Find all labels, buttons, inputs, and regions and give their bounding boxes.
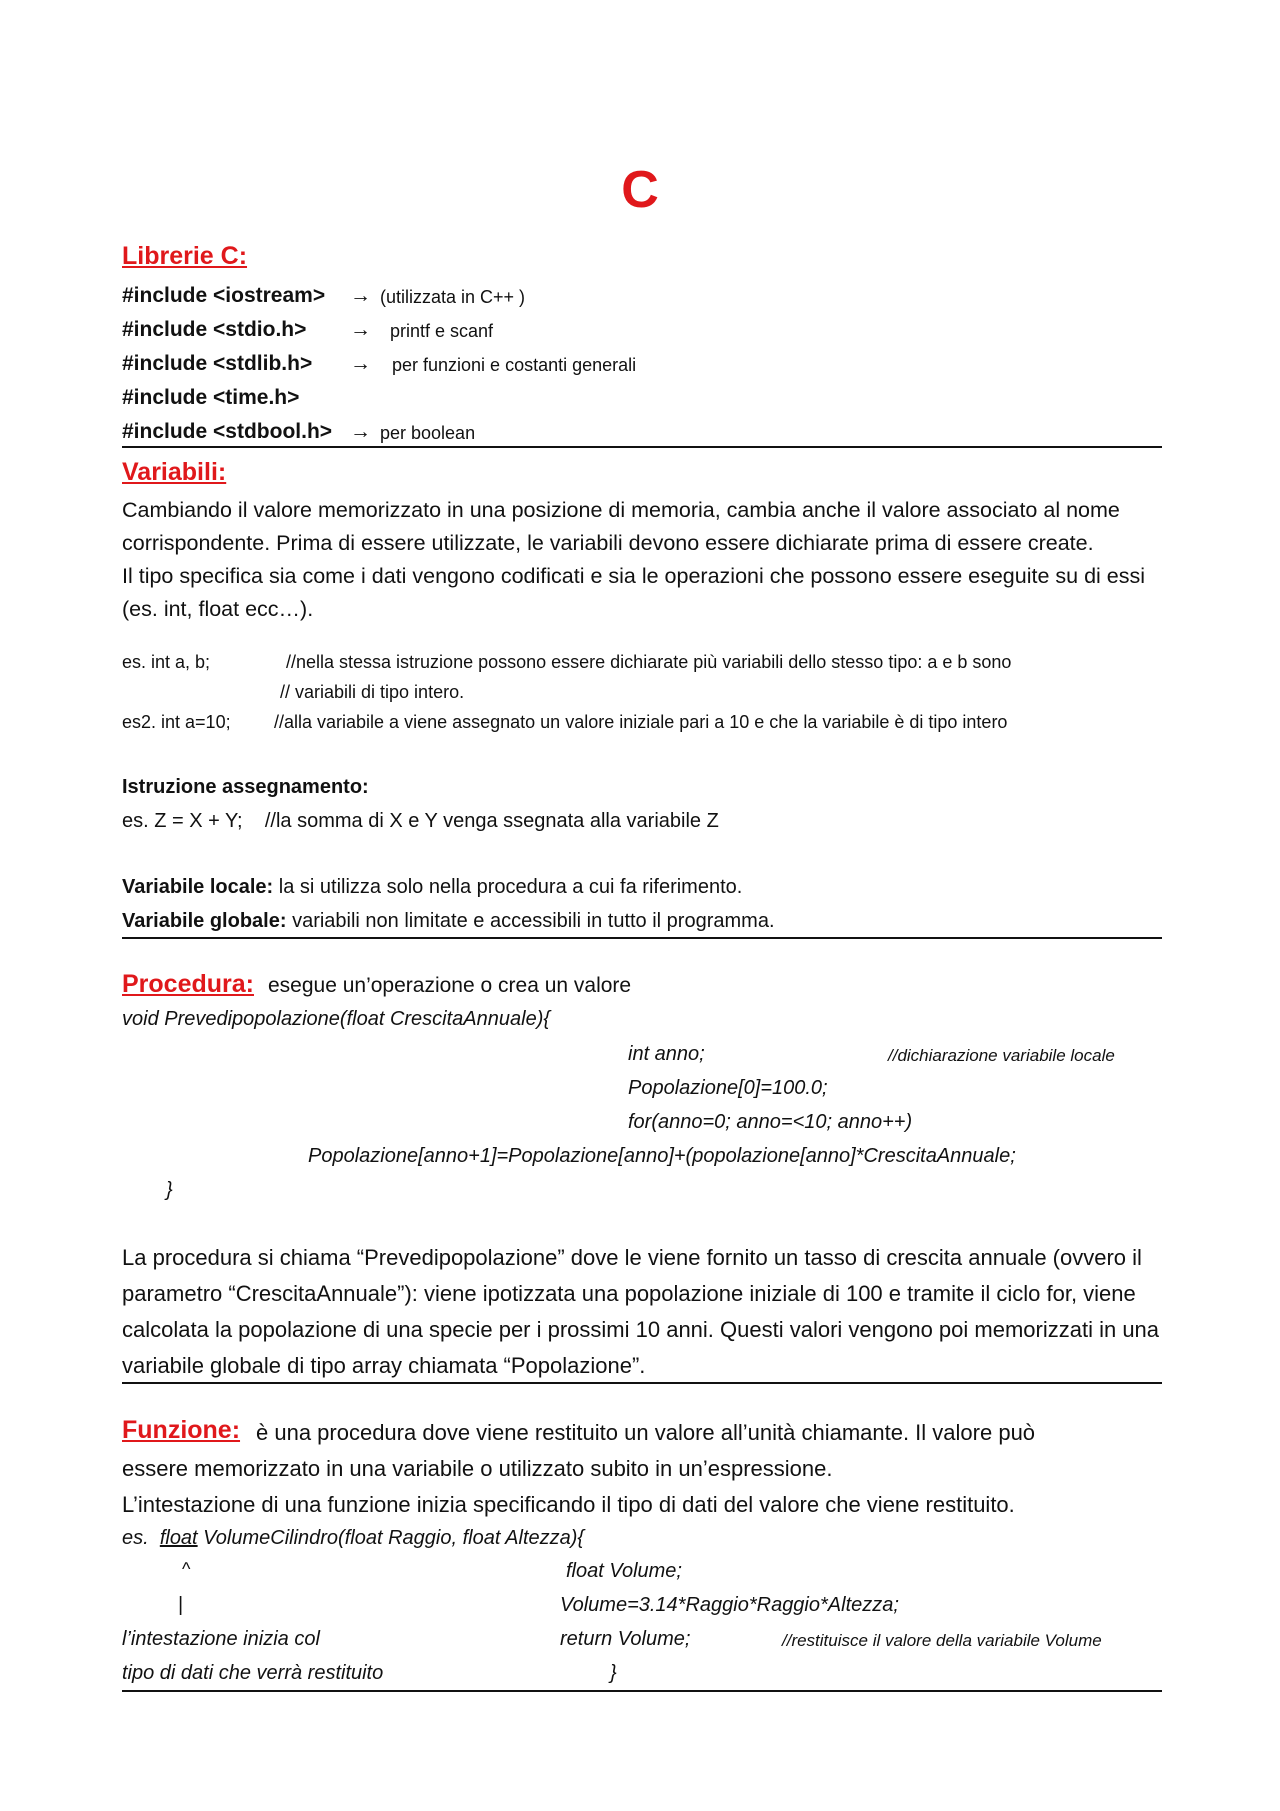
- procedura-code-line-4: Popolazione[anno+1]=Popolazione[anno]+(popolazione[anno]*CrescitaAnnuale;: [308, 1145, 1016, 1167]
- example-return-type: float: [159, 1527, 198, 1549]
- funzione-description-3: L’intestazione di una funzione inizia specificando il tipo di dati del valore che viene restituito.: [122, 1492, 1015, 1517]
- example-2-code: es2. int a=10;: [122, 712, 231, 732]
- include-note: per boolean: [380, 423, 476, 443]
- include-note: per funzioni e costanti generali: [392, 355, 637, 375]
- example-1-code: es. int a, b;: [122, 652, 211, 672]
- variabili-paragraph-2: Il tipo specifica sia come i dati vengono codificati e sia le operazioni che possono essere eseguite su di essi (es. int, float ecc…).: [122, 564, 1146, 621]
- include-note: (utilizzata in C++ ): [380, 287, 526, 307]
- global-variable-text: variabili non limitate e accessibili in tutto il programma.: [286, 910, 775, 932]
- funzione-code-line-2: Volume=3.14*Raggio*Raggio*Altezza;: [560, 1594, 899, 1616]
- funzione-code-close: }: [610, 1662, 617, 1684]
- funzione-description-1: è una procedura dove viene restituito un valore all’unità chiamante. Il valore può: [256, 1420, 1036, 1445]
- procedura-explanation: La procedura si chiama “Prevedipopolazione” dove le viene fornito un tasso di crescita annuale (ovvero il parametro “CrescitaAnnuale”): viene ipotizzata una popolazione iniziale di 100 e tramite il ciclo for, viene calcolata la popolazione di una specie per i prossimi 10 anni. Questi valori vengono poi memorizzati in una variabile globale di tipo array chiamata “Popolazione”.: [122, 1245, 1160, 1378]
- include-stdlib: #include <stdlib.h>: [122, 352, 313, 375]
- procedura-description: esegue un’operazione o crea un valore: [268, 974, 632, 997]
- procedura-code-close: }: [166, 1179, 173, 1201]
- caret-pointer: ^: [182, 1559, 191, 1579]
- librerie-heading: Librerie C:: [122, 242, 248, 270]
- variabili-paragraph-1: Cambiando il valore memorizzato in una posizione di memoria, cambia anche il valore associato al nome corrispondente. Prima di essere utilizzate, le variabili devono essere dichiarate prima di essere create.: [122, 498, 1120, 555]
- include-stdbool: #include <stdbool.h>: [122, 420, 333, 443]
- include-note: printf e scanf: [390, 321, 494, 341]
- procedura-code-line-2: Popolazione[0]=100.0;: [628, 1077, 828, 1099]
- example-signature-rest: VolumeCilindro(float Raggio, float Altezza){: [197, 1527, 585, 1549]
- example-2-comment: //alla variabile a viene assegnato un valore iniziale pari a 10 e che la variabile è di tipo intero: [274, 712, 1008, 732]
- procedura-heading: Procedura:: [122, 970, 254, 998]
- assign-example: es. Z = X + Y; //la somma di X e Y venga ssegnata alla variabile Z: [122, 810, 719, 832]
- funzione-note-1: l’intestazione inizia col: [122, 1628, 320, 1650]
- page-title: C: [621, 161, 659, 219]
- procedura-code-line-3: for(anno=0; anno=<10; anno++): [628, 1111, 913, 1133]
- include-stdio: #include <stdio.h>: [122, 318, 307, 341]
- divider: [122, 1382, 1162, 1384]
- include-time: #include <time.h>: [122, 386, 300, 409]
- example-1-comment-2: // variabili di tipo intero.: [280, 682, 465, 702]
- divider: [122, 1690, 1162, 1692]
- procedura-signature: void Prevedipopolazione(float CrescitaAnnuale){: [122, 1008, 551, 1030]
- global-variable-line: [122, 910, 775, 933]
- arrow-icon: →: [350, 318, 371, 341]
- divider: [122, 446, 1162, 448]
- funzione-example-signature: [122, 1527, 584, 1550]
- funzione-code-comment: //restituisce il valore della variabile Volume: [782, 1631, 1102, 1650]
- include-iostream: #include <iostream>: [122, 284, 326, 307]
- local-variable-label: Variabile locale:: [122, 876, 274, 898]
- procedura-code-comment: //dichiarazione variabile locale: [888, 1046, 1115, 1065]
- procedura-code-line-1: int anno;: [628, 1043, 705, 1065]
- funzione-description-2: essere memorizzato in una variabile o utilizzato subito in un’espressione.: [122, 1456, 833, 1481]
- funzione-heading: Funzione:: [122, 1416, 241, 1444]
- example-1-comment: //nella stessa istruzione possono essere dichiarate più variabili dello stesso tipo: a e b sono: [286, 652, 1012, 672]
- example-prefix: es.: [122, 1527, 149, 1549]
- assign-heading: Istruzione assegnamento:: [122, 776, 369, 798]
- arrow-icon: →: [350, 284, 371, 307]
- pipe-pointer: |: [178, 1594, 184, 1616]
- divider: [122, 937, 1162, 939]
- funzione-code-line-1: float Volume;: [566, 1560, 682, 1582]
- global-variable-label: Variabile globale:: [122, 910, 287, 932]
- funzione-note-2: tipo di dati che verrà restituito: [122, 1662, 384, 1684]
- local-variable-text: la si utilizza solo nella procedura a cui fa riferimento.: [273, 876, 743, 898]
- arrow-icon: →: [350, 420, 371, 443]
- variabili-heading: Variabili:: [122, 458, 227, 486]
- arrow-icon: →: [350, 352, 371, 375]
- local-variable-line: [122, 876, 742, 899]
- funzione-code-line-3: return Volume;: [560, 1628, 691, 1650]
